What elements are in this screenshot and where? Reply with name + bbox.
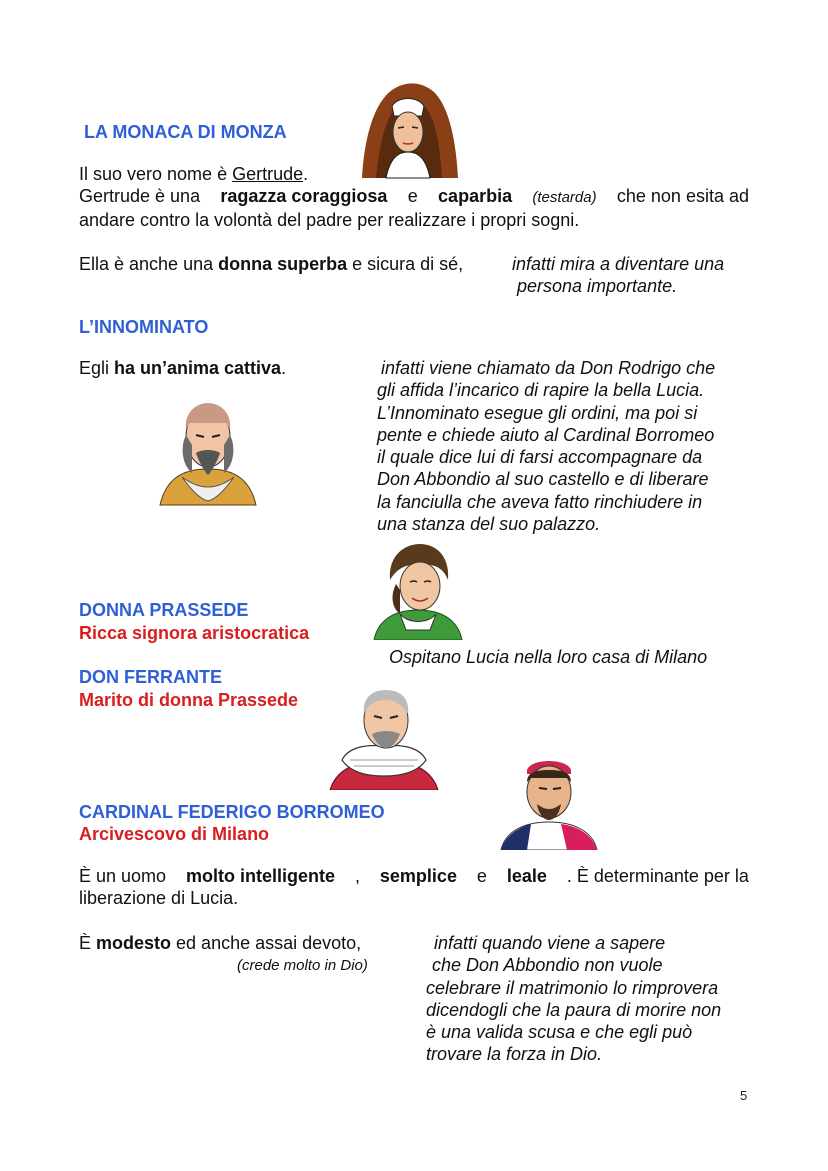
- ferrante-portrait: [328, 684, 440, 790]
- borromeo-title: CARDINAL FEDERIGO BORROMEO: [79, 802, 385, 822]
- prassede-title: DONNA PRASSEDE: [79, 600, 249, 620]
- borromeo-paragraph-2: È modesto ed anche assai devoto,: [79, 933, 362, 953]
- monaca-paragraph-2: Ella è anche una donna superba e sicura di sé,: [79, 254, 464, 274]
- monaca-paragraph-1: Gertrude è una ragazza coraggiosa e caparbia (testarda) che non esita ad andare contro la volontà del padre per realizzare i propri sogni.: [79, 186, 749, 230]
- monaca-note-line2: persona importante.: [517, 276, 678, 296]
- ferrante-title: DON FERRANTE: [79, 667, 222, 687]
- monaca-name-line: Il suo vero nome è Gertrude.: [79, 164, 309, 184]
- prassede-portrait: [370, 540, 466, 640]
- page-number: 5: [740, 1088, 748, 1103]
- innominato-story: infatti viene chiamato da Don Rodrigo che gli affida l’incarico di rapire la bella Lucia. L’Innominato esegue gli ordini, ma poi si pente e chiede aiuto al Cardinal Borromeo il quale dice lui di farsi accompagnare da Don Abbondio al suo castello e di liberare la fanciulla che aveva fatto rinchiudere in una stanza del suo palazzo.: [377, 358, 716, 535]
- monaca-portrait: [352, 78, 464, 180]
- borromeo-subtitle: Arcivescovo di Milano: [79, 824, 270, 844]
- ferrante-subtitle: Marito di donna Prassede: [79, 690, 299, 710]
- borromeo-portrait: [497, 752, 601, 850]
- gertrude-name: Gertrude: [232, 164, 304, 184]
- monaca-note-line1: infatti mira a diventare una: [512, 254, 725, 274]
- prassede-subtitle: Ricca signora aristocratica: [79, 623, 310, 643]
- innominato-portrait: [152, 395, 264, 507]
- innominato-description: Egli ha un’anima cattiva.: [79, 358, 287, 378]
- borromeo-story: infatti quando viene a sapere che Don Abbondio non vuole celebrare il matrimonio lo rimprovera dicendogli che la paura di morire non è una valida scusa e che egli può trovare la forza in Dio.: [426, 933, 722, 1065]
- prassede-ferrante-note: Ospitano Lucia nella loro casa di Milano: [389, 647, 708, 667]
- monaca-title: LA MONACA DI MONZA: [84, 122, 287, 142]
- innominato-title: L’INNOMINATO: [79, 317, 209, 337]
- borromeo-devotion-note: (crede molto in Dio): [237, 957, 368, 974]
- borromeo-paragraph-1: È un uomo molto intelligente , semplice e leale . È determinante per la liberazione di Lucia.: [79, 866, 749, 908]
